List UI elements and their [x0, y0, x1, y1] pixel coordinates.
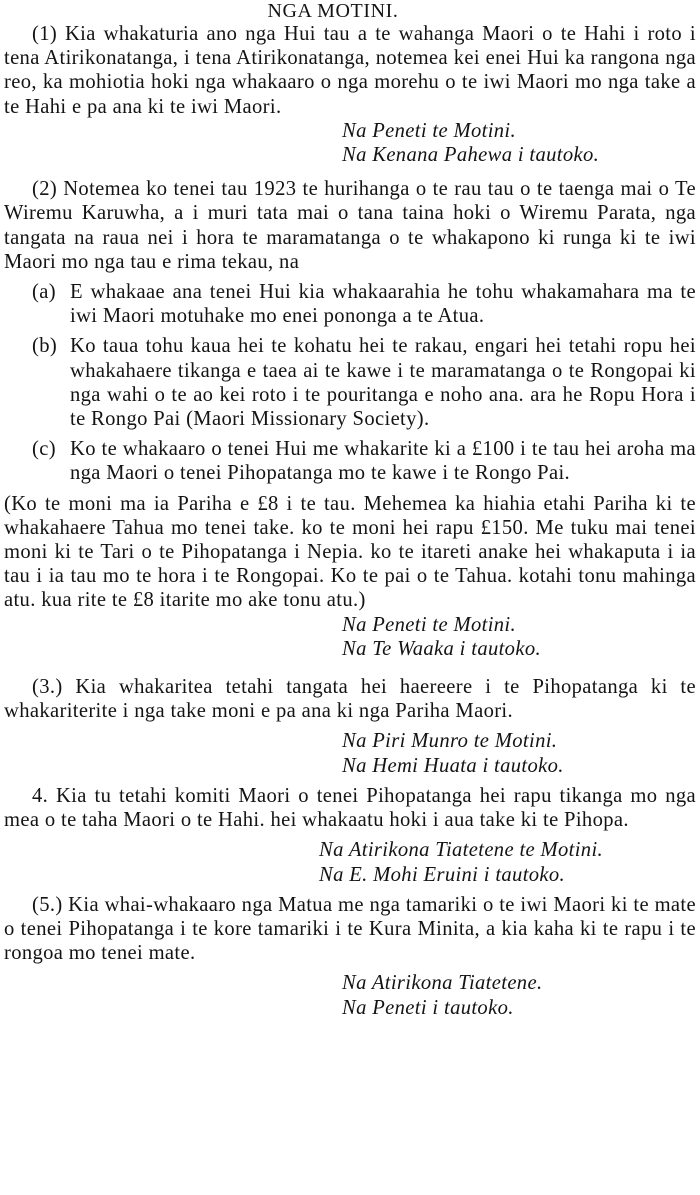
motion-text: (1) Kia whakaturia ano nga Hui tau a te wahanga Maori o te Hahi i roto i tena Atirikonatanga, i tena Atirikonatanga, notemea kei enei Hui ka rangona nga reo, ka mohiotia hoki nga whakaaro o nga morehu o te iwi Maori mo nga take a te Hahi e pa ana ki te iwi Maori. [4, 23, 696, 118]
seconder-signature: Na Kenana Pahewa i tautoko. [342, 144, 600, 167]
page-title: NGA MOTINI. [267, 0, 399, 22]
motion-4 [4, 784, 696, 887]
sub-item-text: E whakaae ana tenei Hui kia whakaarahia he tohu whakamahara ma te iwi Maori motuhake mo enei pononga a te Atua. [70, 281, 696, 328]
funding-note: (Ko te moni ma ia Pariha e £8 i te tau. Mehemea ka hiahia etahi Pariha ki te whakahaere Tahua mo tenei take. ko te moni hei rapu £150. Me tuku mai tenei moni ki te Tari o te Pihopatanga i Nepia. ko te itareti anake hei whakaputa i ia tau i ia tau mo te hora i te Rongopai. Ko te pai o te Tahua. kotahi tonu mahinga atu. kua rite te £8 itarite mo ake tonu atu.) [4, 492, 696, 612]
sub-item-marker: (a) [32, 281, 56, 304]
motion-1 [4, 22, 696, 167]
sub-item-b [4, 334, 696, 431]
sub-item-marker: (b) [32, 335, 58, 358]
seconder-signature: Na Peneti i tautoko. [342, 996, 514, 1019]
motion-text: 4. Kia tu tetahi komiti Maori o tenei Pihopatanga hei rapu tikanga mo nga mea o te taha Maori o te Hahi. hei whakaatu hoki i aua take ki te Pihopa. [4, 784, 696, 832]
motion-3 [4, 675, 696, 778]
mover-signature: Na Peneti te Motini. [342, 613, 517, 636]
sub-item-a [4, 280, 696, 328]
motion-text: (3.) Kia whakaritea tetahi tangata hei haereere i te Pihopatanga ki te whakariterite i nga take moni e pa ana ki nga Pariha Maori. [4, 676, 696, 723]
mover-signature: Na Atirikona Tiatetene te Motini. [319, 839, 604, 862]
mover-signature: Na Piri Munro te Motini. [342, 730, 558, 753]
mover-signature: Na Peneti te Motini. [342, 119, 517, 142]
seconder-signature: Na E. Mohi Eruini i tautoko. [319, 863, 566, 886]
sub-item-text: Ko taua tohu kaua hei te kohatu hei te rakau, engari hei tetahi ropu hei whakahaere tikanga e taea ai te kawe i te maramatanga o te Rongopai ki nga wahi o te ao kei roto i te pouritanga e noho ana. ara he Ropu Hora i te Rongo Pai (Maori Missionary Society). [70, 335, 696, 431]
motion-text: (2) Notemea ko tenei tau 1923 te hurihanga o te rau tau o te taenga mai o Te Wiremu Karuwha, a i muri tata mai o tana taina hoki o Wiremu Parata, nga tangata na raua nei i hora te maramatanga o te whakapono ki runga ki te iwi Maori mo nga tau e rima tekau, na [4, 178, 696, 273]
sub-item-marker: (c) [32, 438, 56, 461]
mover-signature: Na Atirikona Tiatetene. [342, 972, 543, 995]
motion-text: (5.) Kia whai-whakaaro nga Matua me nga tamariki o te iwi Maori ki te mate o tenei Pihopatanga i te kore tamariki i te Kura Minita, a kia kaha ki te rapu i te rongoa mo tenei mate. [4, 893, 696, 965]
motion-2 [4, 177, 696, 661]
seconder-signature: Na Te Waaka i tautoko. [342, 637, 541, 660]
sub-item-c [4, 437, 696, 485]
document-page [4, 0, 696, 1020]
sub-item-text: Ko te whakaaro o tenei Hui me whakarite ki a £100 i te tau hei aroha ma nga Maori o tenei Pihopatanga mo te kawe i te Rongo Pai. [70, 438, 696, 485]
motion-5 [4, 893, 696, 1020]
seconder-signature: Na Hemi Huata i tautoko. [342, 754, 564, 777]
